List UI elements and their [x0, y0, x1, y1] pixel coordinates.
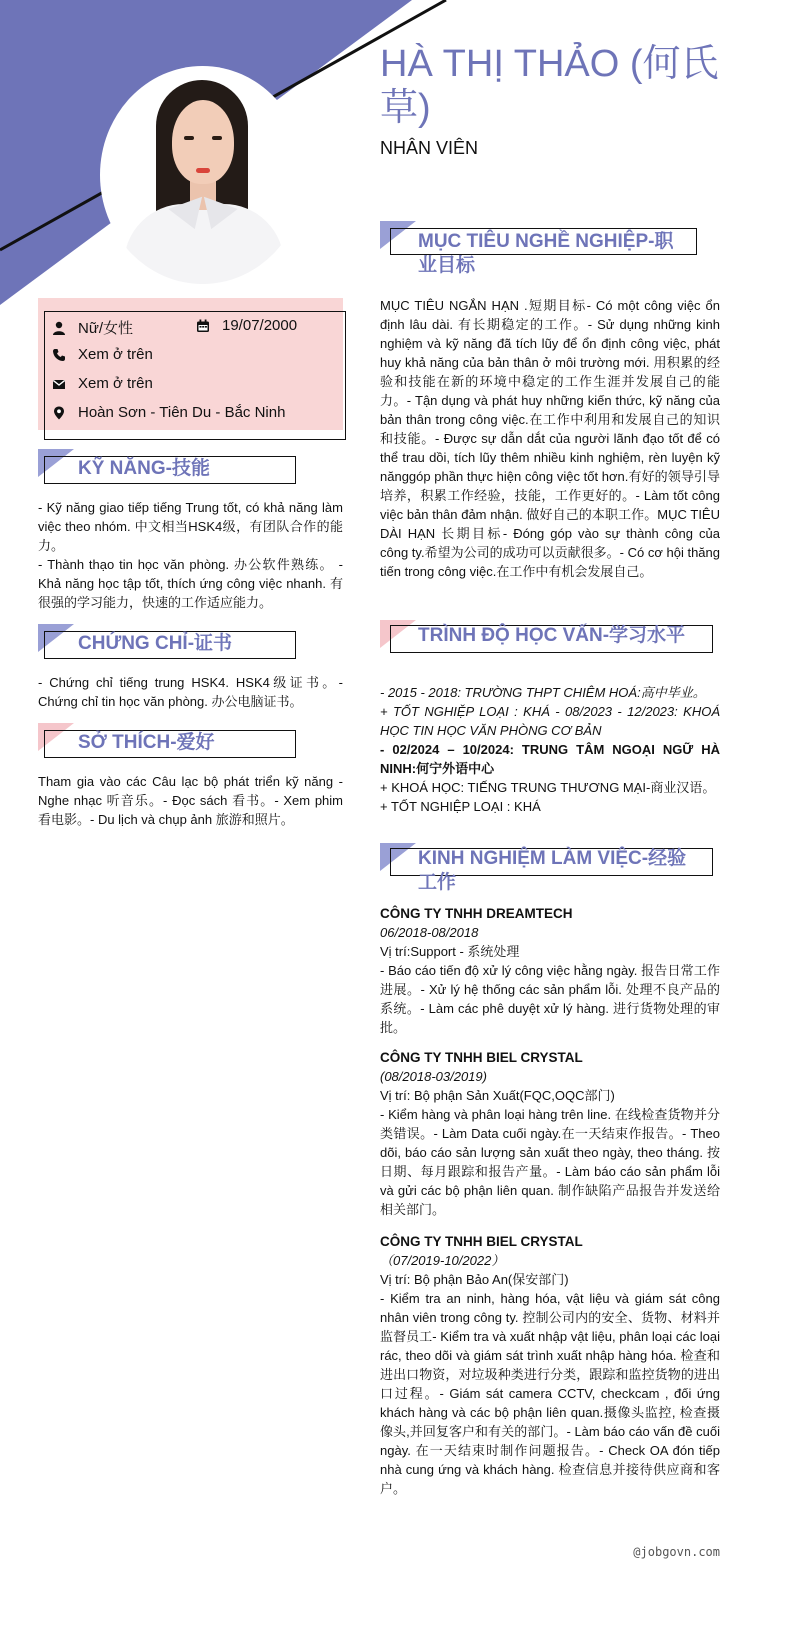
- job-company: CÔNG TY TNHH DREAMTECH: [380, 906, 573, 921]
- education-line-4: + KHOÁ HỌC: TIẾNG TRUNG THƯƠNG MẠI-商业汉语。: [380, 780, 716, 795]
- job-position: Vị trí: Bộ phận Sản Xuất(FQC,OQC部门): [380, 1088, 615, 1103]
- education-line-1: - 2015 - 2018: TRƯỜNG THPT CHIÊM HOÁ:高中毕业。: [380, 685, 706, 700]
- education-line-3: - 02/2024 – 10/2024: TRUNG TÂM NGOẠI NGỮ HÀ NINH:何宁外语中心: [380, 742, 720, 776]
- skills-title: KỸ NĂNG-技能: [78, 458, 210, 479]
- job-company: CÔNG TY TNHH BIEL CRYSTAL: [380, 1050, 583, 1065]
- education-line-5: + TỐT NGHIỆP LOẠI : KHÁ: [380, 799, 541, 814]
- certificates-heading: [38, 624, 298, 660]
- certificates-text: - Chứng chỉ tiếng trung HSK4. HSK4级证书。- Chứng chỉ tin học văn phòng. 办公电脑证书。: [38, 675, 343, 709]
- job-description: - Kiểm hàng và phân loại hàng trên line. 在线检查货物并分类错误。- Làm Data cuối ngày.在一天结束作报告。- Theo dõi, báo cáo sản lượng sản xuất theo ngày, theo tháng. 按日期、每月跟踪和报告产量。- Làm báo cáo sản phẩm lỗi và gửi các bộ phận liên quan. 制作缺陷产品报告并发送给相关部门。: [380, 1107, 720, 1217]
- education-block: [380, 683, 720, 816]
- hobbies-title: SỞ THÍCH-爱好: [78, 732, 215, 753]
- job-entry: [380, 1232, 720, 1498]
- skills-text: - Kỹ năng giao tiếp tiếng Trung tốt, có khả năng làm việc theo nhóm. 中文相当HSK4级，有团队合作的能力。 - Thành thạo tin học văn phòng. 办公软件熟练。 - Khả năng học tập tốt, thích ứng công việc nhanh. 有很强的学习能力，快速的工作适应能力。: [38, 500, 343, 610]
- candidate-name: HÀ THỊ THẢO (何氏草): [380, 43, 719, 129]
- skills-heading: [38, 449, 298, 485]
- info-phone: [52, 346, 153, 363]
- user-icon: [52, 321, 66, 335]
- job-date: 06/2018-08/2018: [380, 925, 479, 940]
- location-pin-icon: [52, 406, 66, 420]
- job-date: (08/2018-03/2019): [380, 1069, 487, 1084]
- phone-icon: [52, 348, 66, 362]
- education-heading: [380, 620, 720, 676]
- info-address: [52, 404, 285, 421]
- job-description: - Kiểm tra an ninh, hàng hóa, vật liệu và giám sát công nhân viên trong công ty. 控制公司内的安全、货物、材料并监督员工- Kiểm tra và xuất nhập vật liệu, phân loại các loại rác, theo dõi và giám sát trình xuất nhập hàng hóa. 检查和进出口物资，对垃圾种类进行分类，跟踪和监控货物的进出口过程。- Giám sát camera CCTV, checkcam , đối ứng khách hàng và các bộ phận liên quan.摄像头监控, 检查摄像头,并回复客户和有关的部门。- Làm báo cáo vấn đề cuối ngày. 在一天结束时制作问题报告。- Check OA đón tiếp nhà cung ứng và khách hàng. 检查信息并接待供应商和客户。: [380, 1291, 720, 1496]
- objective-title: MỤC TIÊU NGHỀ NGHIỆP-职业目标: [418, 231, 674, 276]
- job-date: （07/2019-10/2022）: [380, 1253, 505, 1268]
- info-address-text: Hoàn Sơn - Tiên Du - Bắc Ninh: [78, 404, 286, 421]
- footer-watermark: @jobgovn.com: [633, 1545, 720, 1559]
- calendar-icon: [196, 319, 210, 333]
- job-entry: [380, 904, 720, 1037]
- candidate-role: NHÂN VIÊN: [380, 138, 479, 158]
- education-line-2: + TỐT NGHIỆP LOẠI : KHÁ - 08/2023 - 12/2023: KHOÁ HỌC TIN HỌC VĂN PHÒNG CƠ BẢN: [380, 704, 720, 738]
- objective-heading: [380, 221, 700, 281]
- hobbies-heading: [38, 723, 298, 759]
- certificates-title: CHỨNG CHỈ-证书: [78, 633, 233, 654]
- experience-title: KINH NGHIỆM LÀM VIỆC-经验工作: [418, 848, 687, 893]
- info-dob-text: 19/07/2000: [222, 317, 298, 334]
- objective-text: MỤC TIÊU NGẮN HẠN .短期目标- Có một công việc ổn định lâu dài. 有长期稳定的工作。- Sử dụng những kinh nghiệm và kỹ năng đã tích lũy để ổn định công việc, phát huy khả năng của bản thân ở môi trường mới. 用积累的经验和技能在新的环境中稳定的工作生涯并发展自己的能力。- Tận dụng và phát huy những kiến thức, kỹ năng của bản thân trong công việc.在工作中利用和发展自己的知识和技能。- Được sự dẫn dắt của người lãnh đạo tốt để có thể trau dồi, tích lũy thêm nhiều kinh nghiệm, rèn luyện kỹ nănggóp phần thực hiện công việc tốt hơn.有好的领导引导培养，积累工作经验，技能，工作更好的。- Làm tốt công việc bản thân đảm nhận. 做好自己的本职工作。MỤC TIÊU DÀI HẠN 长期目标- Đóng góp vào sự thành công của công ty.希望为公司的成功可以贡献很多。- Có cơ hội thăng tiến trong công việc.在工作中有机会发展自己。: [380, 298, 720, 579]
- job-position: Vị trí:Support - 系统处理: [380, 944, 520, 959]
- envelope-icon: [52, 377, 66, 391]
- job-entry: [380, 1048, 720, 1219]
- info-gender: [52, 317, 133, 338]
- info-gender-text: Nữ/女性: [78, 320, 134, 337]
- info-email-text: Xem ở trên: [78, 375, 153, 392]
- info-email: [52, 375, 153, 392]
- info-dob: [196, 317, 297, 334]
- hobbies-text: Tham gia vào các Câu lạc bộ phát triển kỹ năng - Nghe nhạc 听音乐。- Đọc sách 看书。- Xem phim 看电影。- Du lịch và chụp ảnh 旅游和照片。: [38, 774, 343, 827]
- info-phone-text: Xem ở trên: [78, 346, 153, 363]
- education-title: TRÌNH ĐỘ HỌC VẤN-学习水平: [418, 625, 686, 646]
- job-description: - Báo cáo tiến độ xử lý công việc hằng ngày. 报告日常工作进展。- Xử lý hệ thống các sản phẩm lỗi. 处理不良产品的系统。- Làm các phê duyệt xử lý hàng. 进行货物处理的审批。: [380, 963, 720, 1035]
- job-position: Vị trí: Bộ phận Bảo An(保安部门): [380, 1272, 569, 1287]
- profile-photo: [100, 66, 305, 284]
- experience-heading: [380, 843, 720, 899]
- job-company: CÔNG TY TNHH BIEL CRYSTAL: [380, 1234, 583, 1249]
